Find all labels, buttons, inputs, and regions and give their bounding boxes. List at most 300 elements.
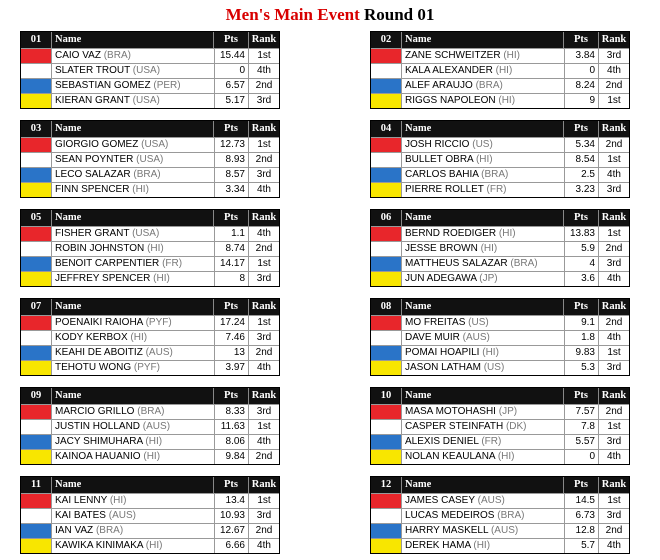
table-row [21, 226, 279, 241]
surfer-name-cell [52, 64, 215, 78]
surfer-country: (HI) [143, 451, 161, 462]
points-cell: 7.46 [215, 331, 249, 345]
surfer-country: (BRA) [95, 525, 124, 536]
table-row [371, 434, 629, 449]
table-row [21, 523, 279, 538]
points-cell: 8.06 [215, 435, 249, 449]
jersey-color-swatch [371, 257, 402, 271]
heat-table [20, 298, 280, 376]
surfer-name: BENOIT CARPENTIER [55, 258, 160, 269]
jersey-color-swatch [371, 361, 402, 375]
rank-cell: 3rd [256, 510, 272, 521]
column-header-rank: Rank [251, 34, 277, 45]
surfer-country: (HI) [482, 347, 499, 358]
surfer-name-cell [52, 183, 215, 197]
surfer-country: (HI) [153, 273, 170, 284]
surfer-name: LUCAS MEDEIROS [405, 510, 495, 521]
points-cell: 14.5 [565, 494, 599, 508]
rank-cell: 2nd [255, 347, 273, 358]
surfer-name: JASON LATHAM [405, 362, 481, 373]
table-row [371, 404, 629, 419]
points-cell: 9.84 [215, 450, 249, 464]
jersey-color-swatch [371, 153, 402, 167]
jersey-color-swatch [21, 509, 52, 523]
rank-cell: 3rd [606, 50, 622, 61]
surfer-name-cell [402, 405, 565, 419]
jersey-color-swatch [21, 138, 52, 152]
surfer-country: (HI) [132, 184, 149, 195]
table-row [371, 48, 629, 63]
surfer-country: (PYF) [133, 362, 160, 373]
heat-header [21, 121, 279, 137]
heat-header [371, 121, 629, 137]
points-cell: 3.97 [215, 361, 249, 375]
surfer-name: JESSE BROWN [405, 243, 478, 254]
surfer-name: KAI LENNY [55, 495, 108, 506]
column-header-name: Name [52, 299, 214, 315]
surfer-country: (BRA) [103, 50, 131, 61]
table-row [21, 271, 279, 286]
surfer-country: (BRA) [497, 510, 525, 521]
surfer-country: (FR) [486, 184, 507, 195]
surfer-name: MATTHEUS SALAZAR [405, 258, 508, 269]
column-header-pts: Pts [564, 477, 599, 493]
table-row [21, 167, 279, 182]
points-cell: 8.93 [215, 153, 249, 167]
heat-table [370, 298, 630, 376]
jersey-color-swatch [371, 64, 402, 78]
rank-cell: 2nd [605, 317, 623, 328]
table-row [21, 63, 279, 78]
jersey-color-swatch [21, 316, 52, 330]
jersey-color-swatch [21, 539, 52, 553]
points-cell: 17.24 [215, 316, 249, 330]
surfer-country: (BRA) [137, 406, 165, 417]
surfer-name-cell [52, 361, 215, 375]
rank-cell: 4th [607, 540, 621, 551]
column-header-name: Name [402, 32, 564, 48]
surfer-name-cell [402, 435, 565, 449]
surfer-name: POENAIKI RAIOHA [55, 317, 143, 328]
surfer-name-cell [402, 257, 565, 271]
table-row [371, 182, 629, 197]
surfer-name: LECO SALAZAR [55, 169, 131, 180]
table-row [371, 93, 629, 108]
points-cell: 10.93 [215, 509, 249, 523]
surfer-name: NOLAN KEAULANA [405, 451, 496, 462]
column-header-pts: Pts [564, 32, 599, 48]
rank-cell: 3rd [606, 184, 622, 195]
rank-cell: 4th [257, 436, 271, 447]
column-header-pts: Pts [564, 299, 599, 315]
rank-cell: 2nd [255, 451, 273, 462]
column-header-rank: Rank [601, 123, 627, 134]
table-row [21, 241, 279, 256]
surfer-name-cell [52, 227, 215, 241]
surfer-name-cell [52, 494, 215, 508]
points-cell: 8.74 [215, 242, 249, 256]
rank-cell: 1st [257, 139, 271, 150]
table-row [371, 152, 629, 167]
points-cell: 3.6 [565, 272, 599, 286]
points-cell: 5.17 [215, 94, 249, 108]
column-header-pts: Pts [214, 388, 249, 404]
surfer-name-cell [402, 272, 565, 286]
surfer-country: (HI) [503, 50, 521, 61]
surfer-name: PIERRE ROLLET [405, 184, 484, 195]
surfer-name-cell [402, 64, 565, 78]
rank-cell: 1st [607, 421, 621, 432]
table-row [21, 152, 279, 167]
column-header-name: Name [52, 121, 214, 137]
table-row [371, 315, 629, 330]
surfer-country: (US) [468, 317, 489, 328]
heat-table [370, 120, 630, 198]
table-row [21, 330, 279, 345]
rank-cell: 1st [607, 95, 621, 106]
table-row [21, 256, 279, 271]
surfer-name-cell [52, 94, 215, 108]
surfer-name: KAWIKA KINIMAKA [55, 540, 143, 551]
table-row [21, 360, 279, 375]
jersey-color-swatch [371, 94, 402, 108]
rank-cell: 2nd [255, 525, 273, 536]
jersey-color-swatch [21, 94, 52, 108]
jersey-color-swatch [21, 64, 52, 78]
surfer-country: (USA) [141, 139, 169, 150]
surfer-name-cell [402, 79, 565, 93]
surfer-country: (AUS) [142, 421, 171, 432]
surfer-country: (HI) [130, 332, 148, 343]
points-cell: 3.23 [565, 183, 599, 197]
surfer-country: (PYF) [145, 317, 172, 328]
points-cell: 3.34 [215, 183, 249, 197]
table-row [371, 63, 629, 78]
points-cell: 7.57 [565, 405, 599, 419]
points-cell: 0 [565, 450, 599, 464]
surfer-name-cell [402, 242, 565, 256]
rank-cell: 2nd [605, 406, 623, 417]
surfer-country: (AUS) [477, 495, 505, 506]
points-cell: 8.33 [215, 405, 249, 419]
rank-cell: 4th [607, 332, 621, 343]
jersey-color-swatch [371, 316, 402, 330]
column-header-rank: Rank [251, 479, 277, 490]
table-row [371, 523, 629, 538]
rank-cell: 2nd [255, 154, 273, 165]
jersey-color-swatch [371, 435, 402, 449]
points-cell: 0 [215, 64, 249, 78]
jersey-color-swatch [371, 331, 402, 345]
points-cell: 5.7 [565, 539, 599, 553]
table-row [21, 78, 279, 93]
page-title-round: Round 01 [363, 5, 435, 24]
jersey-color-swatch [21, 168, 52, 182]
table-row [371, 419, 629, 434]
table-row [371, 508, 629, 523]
column-header-rank: Rank [251, 123, 277, 134]
heat-table [20, 387, 280, 465]
surfer-name-cell [52, 331, 215, 345]
surfer-name-cell [52, 509, 215, 523]
rank-cell: 1st [257, 258, 271, 269]
surfer-name: KIERAN GRANT [55, 95, 130, 106]
surfer-country: (JP) [479, 273, 498, 284]
jersey-color-swatch [371, 242, 402, 256]
jersey-color-swatch [21, 346, 52, 360]
table-row [21, 404, 279, 419]
rank-cell: 3rd [606, 436, 622, 447]
rank-cell: 4th [607, 451, 621, 462]
surfer-name-cell [52, 242, 215, 256]
column-header-name: Name [52, 388, 214, 404]
surfer-name: KAI BATES [55, 510, 106, 521]
surfer-name-cell [402, 361, 565, 375]
surfer-name: JACY SHIMUHARA [55, 436, 143, 447]
surfer-name: MO FREITAS [405, 317, 466, 328]
rank-cell: 3rd [256, 169, 272, 180]
rank-cell: 1st [607, 495, 621, 506]
page-title [0, 5, 660, 25]
surfer-name-cell [402, 450, 565, 464]
table-row [21, 315, 279, 330]
heat-number: 09 [21, 388, 52, 404]
column-header-pts: Pts [214, 32, 249, 48]
points-cell: 5.9 [565, 242, 599, 256]
surfer-name: DEREK HAMA [405, 540, 471, 551]
heat-table [20, 31, 280, 109]
rank-cell: 3rd [256, 406, 272, 417]
rank-cell: 4th [607, 169, 621, 180]
jersey-color-swatch [21, 272, 52, 286]
surfer-name: TEHOTU WONG [55, 362, 132, 373]
surfer-country: (BRA) [475, 80, 503, 91]
points-cell: 9.83 [565, 346, 599, 360]
column-header-name: Name [402, 388, 564, 404]
surfer-name: KEAHI DE ABOITIZ [55, 347, 143, 358]
table-row [21, 493, 279, 508]
surfer-name: JAMES CASEY [405, 495, 475, 506]
surfer-name: FINN SPENCER [55, 184, 130, 195]
column-header-name: Name [52, 477, 214, 493]
points-cell: 15.44 [215, 49, 249, 63]
surfer-country: (BRA) [510, 258, 538, 269]
surfer-country: (US) [472, 139, 493, 150]
heat-header [371, 477, 629, 493]
points-cell: 12.8 [565, 524, 599, 538]
surfer-country: (USA) [132, 95, 160, 106]
column-header-name: Name [402, 121, 564, 137]
column-header-pts: Pts [564, 210, 599, 226]
surfer-name-cell [402, 346, 565, 360]
jersey-color-swatch [371, 539, 402, 553]
surfer-country: (BRA) [481, 169, 509, 180]
surfer-name: KAINOA HAUANIO [55, 451, 141, 462]
jersey-color-swatch [21, 420, 52, 434]
surfer-country: (HI) [109, 495, 127, 506]
heat-table [20, 120, 280, 198]
column-header-rank: Rank [251, 390, 277, 401]
heat-number: 07 [21, 299, 52, 315]
jersey-color-swatch [21, 361, 52, 375]
surfer-name-cell [52, 524, 215, 538]
surfer-name-cell [402, 138, 565, 152]
rank-cell: 2nd [255, 243, 273, 254]
surfer-country: (USA) [132, 228, 160, 239]
rank-cell: 3rd [606, 362, 622, 373]
jersey-color-swatch [371, 183, 402, 197]
jersey-color-swatch [371, 272, 402, 286]
surfer-name-cell [52, 435, 215, 449]
rank-cell: 4th [607, 273, 621, 284]
column-header-pts: Pts [564, 388, 599, 404]
jersey-color-swatch [21, 49, 52, 63]
column-header-rank: Rank [601, 479, 627, 490]
jersey-color-swatch [371, 420, 402, 434]
heat-number: 04 [371, 121, 402, 137]
surfer-name-cell [402, 331, 565, 345]
rank-cell: 1st [257, 50, 271, 61]
surfer-name-cell [52, 539, 215, 553]
jersey-color-swatch [21, 227, 52, 241]
points-cell: 1.1 [215, 227, 249, 241]
rank-cell: 1st [607, 228, 621, 239]
heat-number: 06 [371, 210, 402, 226]
rank-cell: 3rd [606, 510, 622, 521]
surfer-name-cell [52, 257, 215, 271]
surfer-country: (USA) [136, 154, 164, 165]
points-cell: 12.67 [215, 524, 249, 538]
heat-table [20, 209, 280, 287]
column-header-pts: Pts [564, 121, 599, 137]
table-row [371, 538, 629, 553]
points-cell: 9 [565, 94, 599, 108]
rank-cell: 3rd [256, 95, 272, 106]
surfer-name: MASA MOTOHASHI [405, 406, 496, 417]
column-header-pts: Pts [214, 210, 249, 226]
jersey-color-swatch [371, 405, 402, 419]
column-header-name: Name [52, 32, 214, 48]
table-row [371, 360, 629, 375]
column-header-name: Name [52, 210, 214, 226]
surfer-name: POMAI HOAPILI [405, 347, 480, 358]
rank-cell: 2nd [605, 243, 623, 254]
surfer-name-cell [402, 49, 565, 63]
jersey-color-swatch [371, 168, 402, 182]
surfer-country: (HI) [498, 95, 516, 106]
surfer-country: (HI) [498, 228, 516, 239]
surfer-name: ALEXIS DENIEL [405, 436, 479, 447]
surfer-name-cell [52, 405, 215, 419]
surfer-name: CAIO VAZ [55, 50, 101, 61]
table-row [371, 78, 629, 93]
column-header-rank: Rank [601, 34, 627, 45]
column-header-name: Name [402, 477, 564, 493]
jersey-color-swatch [371, 524, 402, 538]
table-row [371, 330, 629, 345]
heat-number: 08 [371, 299, 402, 315]
column-header-name: Name [402, 299, 564, 315]
jersey-color-swatch [21, 242, 52, 256]
heat-header [21, 210, 279, 226]
surfer-country: (PER) [153, 80, 181, 91]
jersey-color-swatch [21, 183, 52, 197]
rank-cell: 1st [607, 347, 621, 358]
rank-cell: 4th [257, 228, 271, 239]
jersey-color-swatch [371, 49, 402, 63]
column-header-name: Name [402, 210, 564, 226]
surfer-name: BERND ROEDIGER [405, 228, 497, 239]
points-cell: 13.83 [565, 227, 599, 241]
heat-header [21, 388, 279, 404]
surfer-country: (HI) [475, 154, 493, 165]
column-header-rank: Rank [601, 301, 627, 312]
heat-header [371, 32, 629, 48]
points-cell: 8.54 [565, 153, 599, 167]
surfer-name: JEFFREY SPENCER [55, 273, 151, 284]
points-cell: 1.8 [565, 331, 599, 345]
surfer-country: (HI) [495, 65, 513, 76]
points-cell: 8 [215, 272, 249, 286]
jersey-color-swatch [21, 405, 52, 419]
table-row [371, 167, 629, 182]
surfer-name: SEAN POYNTER [55, 154, 134, 165]
rank-cell: 1st [257, 495, 271, 506]
heat-header [21, 477, 279, 493]
surfer-name: BULLET OBRA [405, 154, 474, 165]
jersey-color-swatch [371, 227, 402, 241]
surfer-name-cell [402, 539, 565, 553]
column-header-pts: Pts [214, 477, 249, 493]
jersey-color-swatch [371, 450, 402, 464]
jersey-color-swatch [21, 450, 52, 464]
points-cell: 13.4 [215, 494, 249, 508]
jersey-color-swatch [21, 79, 52, 93]
jersey-color-swatch [21, 153, 52, 167]
surfer-name: CASPER STEINFATH [405, 421, 504, 432]
rank-cell: 4th [257, 540, 271, 551]
heat-number: 11 [21, 477, 52, 493]
rank-cell: 2nd [605, 80, 623, 91]
table-row [371, 493, 629, 508]
surfer-name: RIGGS NAPOLEON [405, 95, 496, 106]
surfer-name-cell [52, 168, 215, 182]
heat-header [371, 388, 629, 404]
surfer-name: MARCIO GRILLO [55, 406, 135, 417]
jersey-color-swatch [371, 138, 402, 152]
surfer-country: (AUS) [145, 347, 173, 358]
surfer-country: (AUS) [462, 332, 490, 343]
table-row [21, 434, 279, 449]
surfer-country: (AUS) [108, 510, 136, 521]
surfer-name: IAN VAZ [55, 525, 94, 536]
points-cell: 8.24 [565, 79, 599, 93]
surfer-country: (HI) [145, 436, 163, 447]
jersey-color-swatch [21, 524, 52, 538]
table-row [371, 137, 629, 152]
rank-cell: 3rd [256, 332, 272, 343]
surfer-country: (JP) [498, 406, 518, 417]
jersey-color-swatch [21, 494, 52, 508]
surfer-name-cell [52, 138, 215, 152]
page-title-event: Men's Main Event [225, 5, 360, 24]
points-cell: 5.34 [565, 138, 599, 152]
surfer-name-cell [52, 79, 215, 93]
table-row [21, 345, 279, 360]
heat-table [20, 476, 280, 554]
surfer-country: (DK) [505, 421, 527, 432]
points-cell: 5.57 [565, 435, 599, 449]
